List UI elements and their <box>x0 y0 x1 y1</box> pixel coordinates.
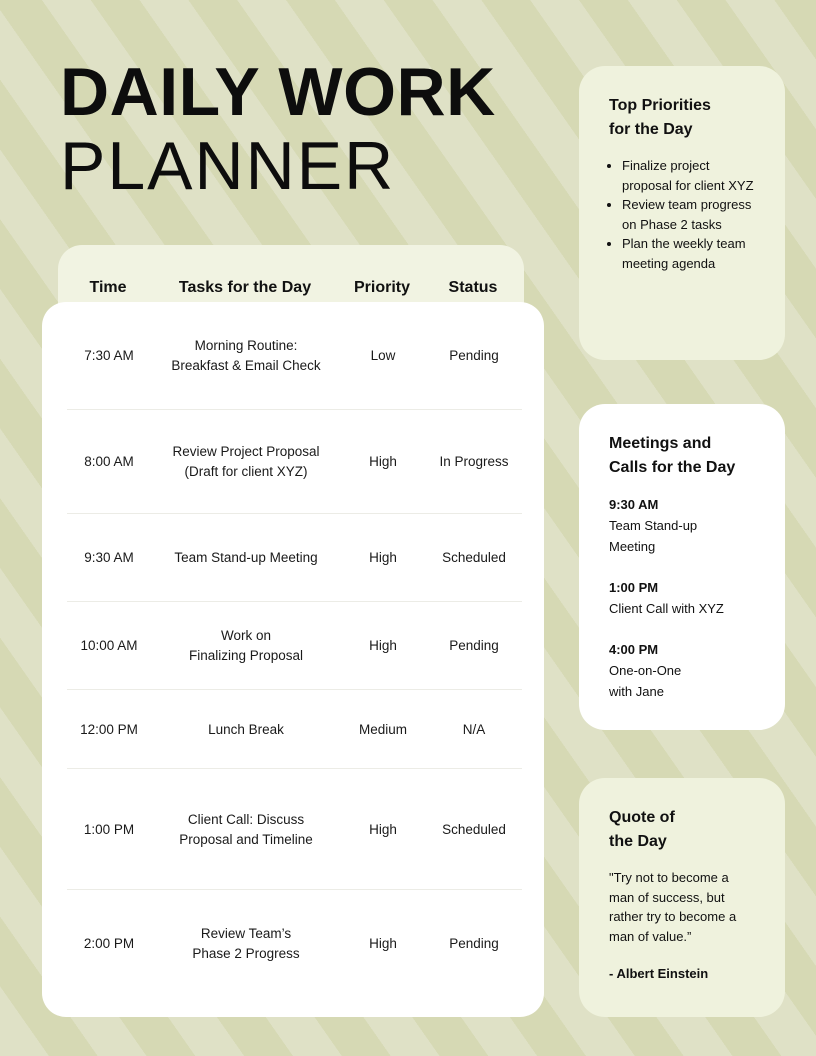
row-status: Scheduled <box>442 822 506 837</box>
table-row <box>67 690 522 770</box>
schedule-table <box>42 302 544 1017</box>
meeting-time: 4:00 PM <box>609 642 659 657</box>
table-row <box>67 302 522 410</box>
header-priority: Priority <box>353 279 411 296</box>
top-priorities-card <box>579 66 785 360</box>
meeting-desc: One-on-One with Jane <box>609 663 682 699</box>
meetings-card <box>579 404 785 730</box>
row-task <box>156 410 336 514</box>
row-task-line2: Breakfast & Email Check <box>171 358 321 373</box>
meeting-item <box>609 494 755 557</box>
row-time: 7:30 AM <box>84 348 134 363</box>
row-task-line2: Proposal and Timeline <box>179 832 313 847</box>
row-priority: High <box>369 550 397 565</box>
row-task <box>156 602 336 690</box>
table-row <box>67 770 522 890</box>
row-status: Scheduled <box>442 550 506 565</box>
meeting-time: 1:00 PM <box>609 580 659 595</box>
meeting-desc: Team Stand-up Meeting <box>609 518 698 554</box>
meetings-title: Meetings and Calls for the Day <box>609 435 736 476</box>
priority-item: • Plan the weekly team meeting agenda <box>622 234 755 273</box>
row-priority: High <box>369 638 397 653</box>
row-status: Pending <box>449 638 499 653</box>
row-priority: Medium <box>358 722 407 737</box>
meeting-time: 9:30 AM <box>609 497 659 512</box>
row-task-line1: Client Call: Discuss <box>187 812 305 827</box>
quote-text: "Try not to become a man of success, but rather try to become a man of value.” <box>609 870 737 944</box>
title-line-2: PLANNER <box>60 128 396 204</box>
row-priority: High <box>369 822 397 837</box>
row-priority: High <box>369 454 397 469</box>
header-time: Time <box>89 279 127 296</box>
row-priority: Low <box>370 348 396 363</box>
row-task: Lunch Break <box>208 722 284 737</box>
quote-title: Quote of the Day <box>609 809 675 850</box>
row-task-line1: Work on <box>220 628 272 643</box>
row-status: Pending <box>449 936 499 951</box>
row-time: 12:00 PM <box>80 722 138 737</box>
meeting-item <box>609 639 755 702</box>
table-row <box>67 602 522 690</box>
top-priorities-title: Top Priorities for the Day <box>609 97 711 138</box>
header-status: Status <box>448 279 498 296</box>
row-time: 2:00 PM <box>83 936 135 951</box>
row-time: 1:00 PM <box>83 822 135 837</box>
row-task-line2: Finalizing Proposal <box>188 648 304 663</box>
table-row <box>67 410 522 514</box>
row-time: 10:00 AM <box>80 638 138 653</box>
priorities-list <box>609 156 755 273</box>
row-task-line1: Morning Routine: <box>194 338 298 353</box>
row-status: In Progress <box>439 454 509 469</box>
row-time: 8:00 AM <box>84 454 134 469</box>
quote-card <box>579 778 785 1017</box>
row-divider <box>67 768 522 769</box>
row-status: N/A <box>462 722 486 737</box>
table-row <box>67 514 522 602</box>
row-time: 9:30 AM <box>84 550 134 565</box>
header-tasks: Tasks for the Day <box>178 279 312 296</box>
row-task-line2: Phase 2 Progress <box>192 946 300 961</box>
meeting-item <box>609 577 755 619</box>
quote-author: - Albert Einstein <box>609 966 709 981</box>
meeting-desc: Client Call with XYZ <box>609 601 724 616</box>
row-task <box>156 770 336 890</box>
priority-item: • Review team progress on Phase 2 tasks <box>622 195 755 234</box>
row-task <box>156 890 336 998</box>
table-row <box>67 890 522 998</box>
row-task-line1: Review Project Proposal <box>172 444 320 459</box>
row-task-line2: (Draft for client XYZ) <box>184 464 308 479</box>
row-status: Pending <box>449 348 499 363</box>
row-task: Team Stand-up Meeting <box>174 550 318 565</box>
title-line-1: DAILY WORK <box>60 54 496 130</box>
row-task-line1: Review Team’s <box>200 926 292 941</box>
page-title <box>60 54 496 204</box>
row-task <box>156 302 336 410</box>
row-priority: High <box>369 936 397 951</box>
priority-item: • Finalize project proposal for client XYZ <box>622 156 755 195</box>
